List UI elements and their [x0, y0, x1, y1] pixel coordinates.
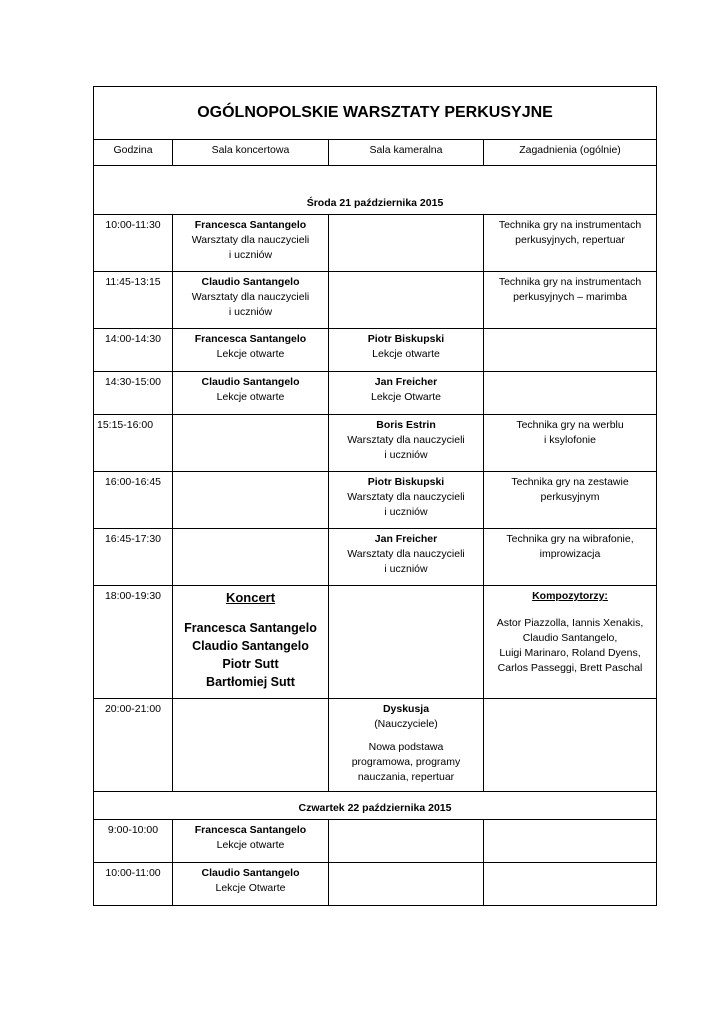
concert-hall-cell — [173, 215, 329, 272]
session-desc: Warsztaty dla nauczycieli — [347, 434, 465, 446]
time-cell: 9:00-10:00 — [94, 820, 173, 863]
composer-line: Luigi Marinaro, Roland Dyens, — [499, 647, 641, 659]
table-row — [94, 329, 657, 372]
chamber-hall-cell — [329, 215, 484, 272]
table-row — [94, 699, 657, 792]
header-zagadnienia: Zagadnienia (ogólnie) — [484, 140, 657, 166]
topic-line: i ksylofonie — [544, 434, 596, 446]
session-desc: i uczniów — [384, 506, 428, 518]
concert-hall-cell — [173, 372, 329, 415]
teacher-name: Jan Freicher — [374, 533, 438, 545]
session-desc: i uczniów — [384, 449, 428, 461]
session-desc: (Nauczyciele) — [374, 718, 438, 730]
time-cell: 15:15-16:00 — [94, 415, 173, 472]
time-cell: 10:00-11:00 — [94, 863, 173, 906]
teacher-name: Francesca Santangelo — [194, 333, 307, 345]
chamber-hall-cell — [329, 415, 484, 472]
session-desc: Lekcje otwarte — [216, 391, 285, 403]
table-row — [94, 215, 657, 272]
performer-name: Francesca Santangelo — [184, 621, 317, 635]
table-row — [94, 472, 657, 529]
composers-heading: Kompozytorzy: — [532, 590, 608, 602]
time-cell: 20:00-21:00 — [94, 699, 173, 792]
session-desc: i uczniów — [228, 306, 273, 318]
chamber-hall-cell — [329, 472, 484, 529]
time-cell: 14:30-15:00 — [94, 372, 173, 415]
day-heading-2: Czwartek 22 października 2015 — [94, 792, 657, 820]
concert-hall-cell — [173, 863, 329, 906]
chamber-hall-cell — [329, 699, 484, 792]
session-desc: Lekcje otwarte — [216, 839, 285, 851]
topic-line: Technika gry na werblu — [516, 419, 624, 431]
table-row — [94, 415, 657, 472]
chamber-hall-cell — [329, 863, 484, 906]
concert-hall-cell — [173, 329, 329, 372]
chamber-hall-cell — [329, 586, 484, 699]
concert-title: Koncert — [225, 590, 276, 605]
topic-line: Technika gry na instrumentach — [498, 276, 642, 288]
teacher-name: Francesca Santangelo — [194, 219, 307, 231]
performer-name: Piotr Sutt — [222, 657, 279, 671]
session-desc: i uczniów — [228, 249, 273, 261]
session-desc: nauczania, repertuar — [357, 771, 455, 783]
header-godzina: Godzina — [94, 140, 173, 166]
performer-name: Bartłomiej Sutt — [206, 675, 295, 689]
teacher-name: Jan Freicher — [374, 376, 438, 388]
teacher-name: Piotr Biskupski — [367, 476, 445, 488]
time-cell: 11:45-13:15 — [94, 272, 173, 329]
teacher-name: Piotr Biskupski — [367, 333, 445, 345]
teacher-name: Francesca Santangelo — [194, 824, 307, 836]
session-desc: Lekcje otwarte — [372, 348, 440, 360]
session-desc: Lekcje Otwarte — [215, 882, 286, 894]
spacer — [332, 732, 480, 740]
teacher-name: Boris Estrin — [376, 419, 436, 431]
topic-line: improwizacja — [539, 548, 601, 560]
topic-cell — [484, 329, 657, 372]
chamber-hall-cell — [329, 529, 484, 586]
topic-cell — [484, 586, 657, 699]
concert-hall-cell — [173, 529, 329, 586]
header-sala-koncertowa: Sala koncertowa — [173, 140, 329, 166]
header-sala-kameralna: Sala kameralna — [329, 140, 484, 166]
topic-line: perkusyjnych, repertuar — [515, 234, 625, 246]
concert-hall-cell — [173, 820, 329, 863]
time-cell: 10:00-11:30 — [94, 215, 173, 272]
topic-line: Technika gry na zestawie — [511, 476, 629, 488]
concert-hall-cell — [173, 472, 329, 529]
chamber-hall-cell — [329, 272, 484, 329]
session-desc: Warsztaty dla nauczycieli — [347, 491, 465, 503]
session-desc: Lekcje otwarte — [216, 348, 285, 360]
chamber-hall-cell — [329, 372, 484, 415]
chamber-hall-cell — [329, 329, 484, 372]
time-cell: 16:00-16:45 — [94, 472, 173, 529]
composer-line: Carlos Passeggi, Brett Paschal — [497, 662, 643, 674]
topic-cell — [484, 272, 657, 329]
table-row — [94, 586, 657, 699]
topic-cell — [484, 863, 657, 906]
page-title: OGÓLNOPOLSKIE WARSZTATY PERKUSYJNE — [94, 87, 657, 140]
time-cell: 14:00-14:30 — [94, 329, 173, 372]
topic-line: perkusyjnych – marimba — [513, 291, 627, 303]
concert-hall-cell — [173, 415, 329, 472]
concert-hall-cell — [173, 272, 329, 329]
session-desc: Warsztaty dla nauczycieli — [347, 548, 465, 560]
session-desc: Lekcje Otwarte — [370, 391, 442, 403]
composer-line: Claudio Santangelo, — [522, 632, 618, 644]
composer-line: Astor Piazzolla, Iannis Xenakis, — [496, 617, 644, 629]
topic-line: perkusyjnym — [540, 491, 600, 503]
topic-cell — [484, 215, 657, 272]
teacher-name: Claudio Santangelo — [201, 867, 300, 879]
session-desc: Nowa podstawa — [368, 741, 444, 753]
topic-cell — [484, 415, 657, 472]
session-title: Dyskusja — [382, 703, 430, 715]
day-heading-1: Środa 21 października 2015 — [94, 166, 657, 215]
schedule-table — [93, 86, 657, 906]
topic-cell — [484, 699, 657, 792]
topic-line: Technika gry na wibrafonie, — [506, 533, 634, 545]
teacher-name: Claudio Santangelo — [201, 276, 300, 288]
concert-hall-cell — [173, 699, 329, 792]
table-row — [94, 272, 657, 329]
topic-cell — [484, 820, 657, 863]
chamber-hall-cell — [329, 820, 484, 863]
time-cell: 18:00-19:30 — [94, 586, 173, 699]
table-row — [94, 863, 657, 906]
concert-hall-cell — [173, 586, 329, 699]
session-desc: Warsztaty dla nauczycieli — [191, 291, 310, 303]
teacher-name: Claudio Santangelo — [201, 376, 300, 388]
session-desc: i uczniów — [384, 563, 428, 575]
table-row — [94, 529, 657, 586]
topic-line: Technika gry na instrumentach — [498, 219, 642, 231]
topic-cell — [484, 472, 657, 529]
topic-cell — [484, 529, 657, 586]
table-row — [94, 372, 657, 415]
time-cell: 16:45-17:30 — [94, 529, 173, 586]
session-desc: Warsztaty dla nauczycieli — [191, 234, 310, 246]
performer-name: Claudio Santangelo — [192, 639, 309, 653]
topic-cell — [484, 372, 657, 415]
session-desc: programowa, programy — [351, 756, 461, 768]
table-row — [94, 820, 657, 863]
